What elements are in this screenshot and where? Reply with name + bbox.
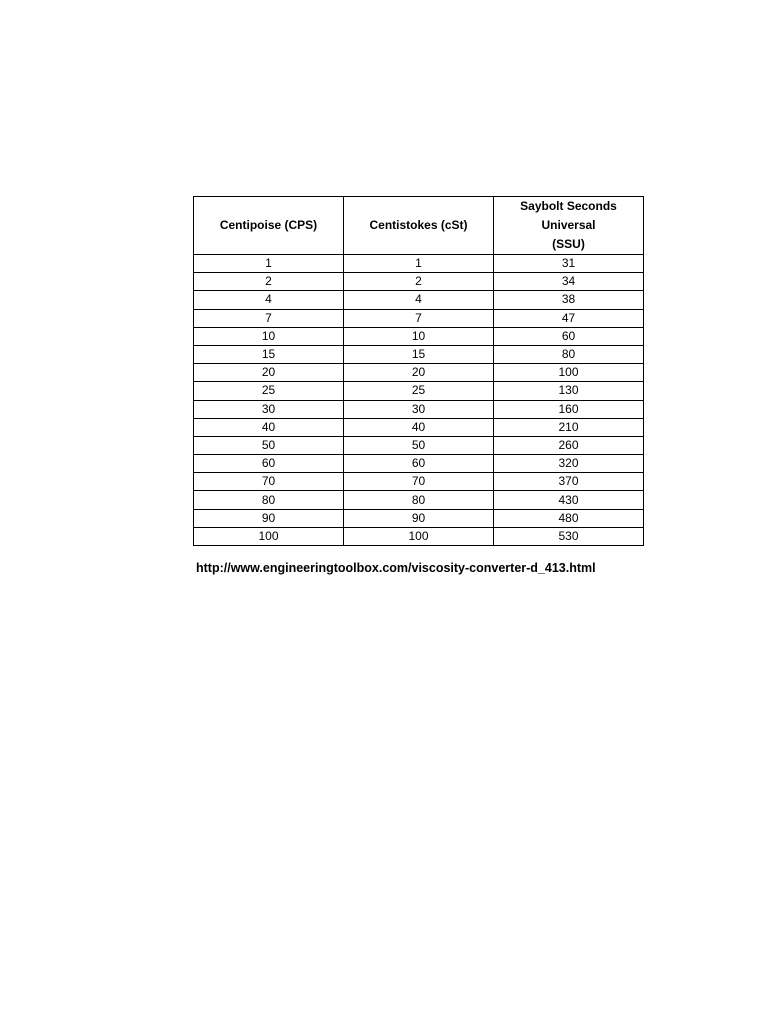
cell-saybolt: 31	[494, 255, 644, 273]
cell-saybolt: 210	[494, 418, 644, 436]
table-row	[194, 273, 644, 291]
table-row	[194, 400, 644, 418]
table-row	[194, 455, 644, 473]
cell-centipoise: 1	[194, 255, 344, 273]
cell-centistokes: 10	[344, 327, 494, 345]
cell-centistokes: 70	[344, 473, 494, 491]
cell-saybolt: 60	[494, 327, 644, 345]
cell-saybolt: 320	[494, 455, 644, 473]
table-row	[194, 436, 644, 454]
cell-saybolt: 38	[494, 291, 644, 309]
cell-centipoise: 7	[194, 309, 344, 327]
cell-centistokes: 30	[344, 400, 494, 418]
cell-centipoise: 70	[194, 473, 344, 491]
cell-centipoise: 80	[194, 491, 344, 509]
cell-saybolt: 130	[494, 382, 644, 400]
table-row	[194, 509, 644, 527]
header-saybolt	[494, 197, 644, 255]
header-centipoise: Centipoise (CPS)	[194, 197, 344, 255]
cell-centistokes: 90	[344, 509, 494, 527]
header-centistokes: Centistokes (cSt)	[344, 197, 494, 255]
viscosity-conversion-table	[193, 196, 644, 546]
cell-centipoise: 30	[194, 400, 344, 418]
cell-saybolt: 260	[494, 436, 644, 454]
cell-saybolt: 530	[494, 527, 644, 545]
cell-centipoise: 4	[194, 291, 344, 309]
cell-centistokes: 40	[344, 418, 494, 436]
cell-centistokes: 80	[344, 491, 494, 509]
cell-centistokes: 50	[344, 436, 494, 454]
table-row	[194, 418, 644, 436]
cell-centistokes: 100	[344, 527, 494, 545]
cell-centipoise: 20	[194, 364, 344, 382]
cell-centistokes: 4	[344, 291, 494, 309]
table-row	[194, 345, 644, 363]
cell-centipoise: 60	[194, 455, 344, 473]
cell-saybolt: 370	[494, 473, 644, 491]
header-saybolt-line-2: Universal	[541, 218, 596, 232]
table-row	[194, 527, 644, 545]
table-row	[194, 255, 644, 273]
cell-centipoise: 10	[194, 327, 344, 345]
cell-centistokes: 20	[344, 364, 494, 382]
table-row	[194, 291, 644, 309]
table-row	[194, 327, 644, 345]
cell-centipoise: 40	[194, 418, 344, 436]
cell-centipoise: 25	[194, 382, 344, 400]
table-row	[194, 309, 644, 327]
table-row	[194, 364, 644, 382]
cell-centistokes: 60	[344, 455, 494, 473]
cell-centistokes: 1	[344, 255, 494, 273]
cell-saybolt: 80	[494, 345, 644, 363]
cell-centistokes: 25	[344, 382, 494, 400]
table-row	[194, 491, 644, 509]
cell-centistokes: 2	[344, 273, 494, 291]
table-row	[194, 473, 644, 491]
table-header	[194, 197, 644, 255]
cell-saybolt: 160	[494, 400, 644, 418]
cell-saybolt: 100	[494, 364, 644, 382]
cell-centipoise: 2	[194, 273, 344, 291]
cell-centistokes: 15	[344, 345, 494, 363]
cell-saybolt: 47	[494, 309, 644, 327]
cell-centistokes: 7	[344, 309, 494, 327]
cell-saybolt: 480	[494, 509, 644, 527]
header-saybolt-line-1: Saybolt Seconds	[520, 199, 617, 213]
cell-saybolt: 34	[494, 273, 644, 291]
cell-centipoise: 100	[194, 527, 344, 545]
cell-saybolt: 430	[494, 491, 644, 509]
source-url-link[interactable]: http://www.engineeringtoolbox.com/viscosity-converter-d_413.html	[196, 561, 596, 575]
cell-centipoise: 50	[194, 436, 344, 454]
table-body	[194, 255, 644, 546]
table-row	[194, 382, 644, 400]
header-saybolt-line-3: (SSU)	[552, 237, 585, 251]
header-row	[194, 197, 644, 255]
cell-centipoise: 90	[194, 509, 344, 527]
cell-centipoise: 15	[194, 345, 344, 363]
